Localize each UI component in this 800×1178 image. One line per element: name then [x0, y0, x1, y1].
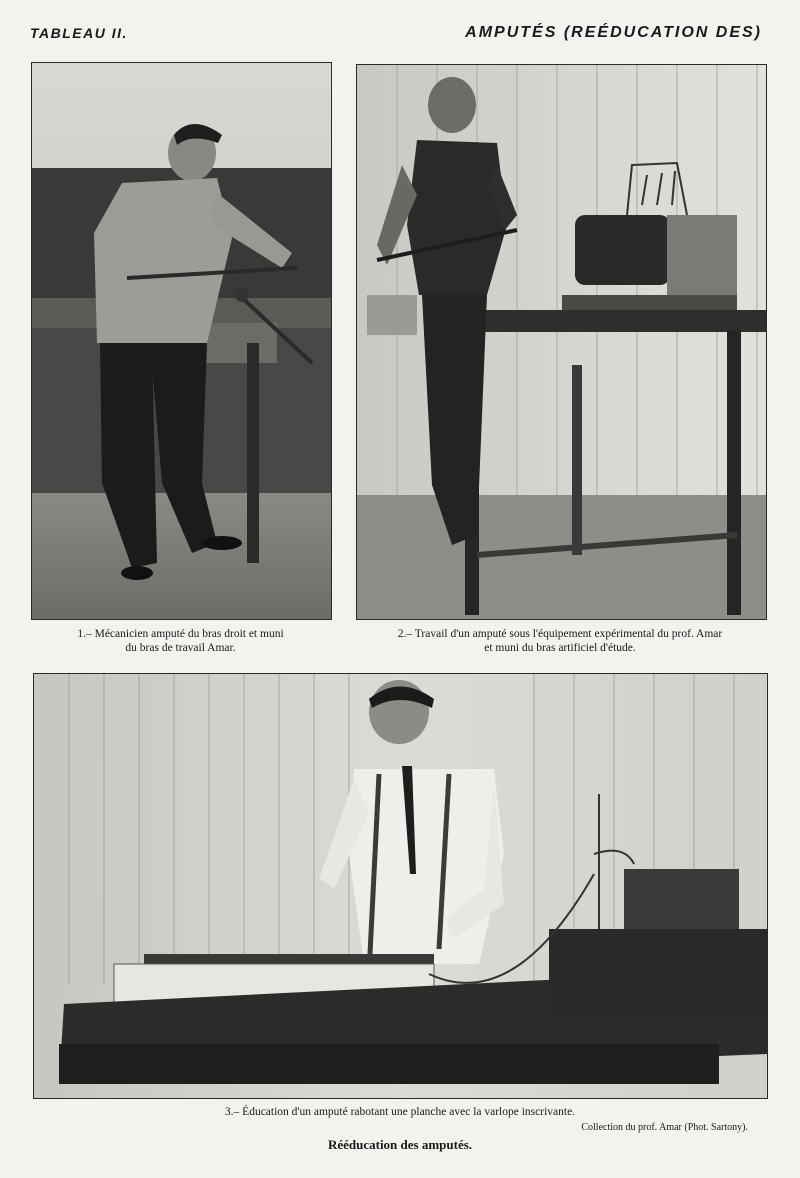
- caption-photo-1: [31, 627, 330, 655]
- caption-photo-2-line1: 2.– Travail d'un amputé sous l'équipement expérimental du prof. Amar: [397, 628, 723, 640]
- page-title: Rééducation des amputés.: [327, 1137, 473, 1152]
- caption-photo-2-line2: et muni du bras artificiel d'étude.: [484, 642, 636, 654]
- caption-photo-2: [340, 627, 780, 655]
- photo-credit: Collection du prof. Amar (Phot. Sartony).: [581, 1122, 748, 1133]
- caption-photo-1-line1: 1.– Mécanicien amputé du bras droit et muni: [77, 628, 284, 640]
- caption-photo-3-line1: 3.– Éducation d'un amputé rabotant une planche avec la varlope inscrivante.: [224, 1106, 576, 1118]
- photo-planing-board: [33, 673, 768, 1099]
- caption-photo-3: [100, 1105, 700, 1119]
- caption-photo-1-line2: du bras de travail Amar.: [125, 642, 236, 654]
- photo-experimental-equipment: [356, 64, 767, 620]
- plate-number: TABLEAU II.: [30, 25, 128, 41]
- photo-mechanic-workbench: [31, 62, 332, 620]
- section-heading: AMPUTÉS (REÉDUCATION DES): [465, 24, 762, 41]
